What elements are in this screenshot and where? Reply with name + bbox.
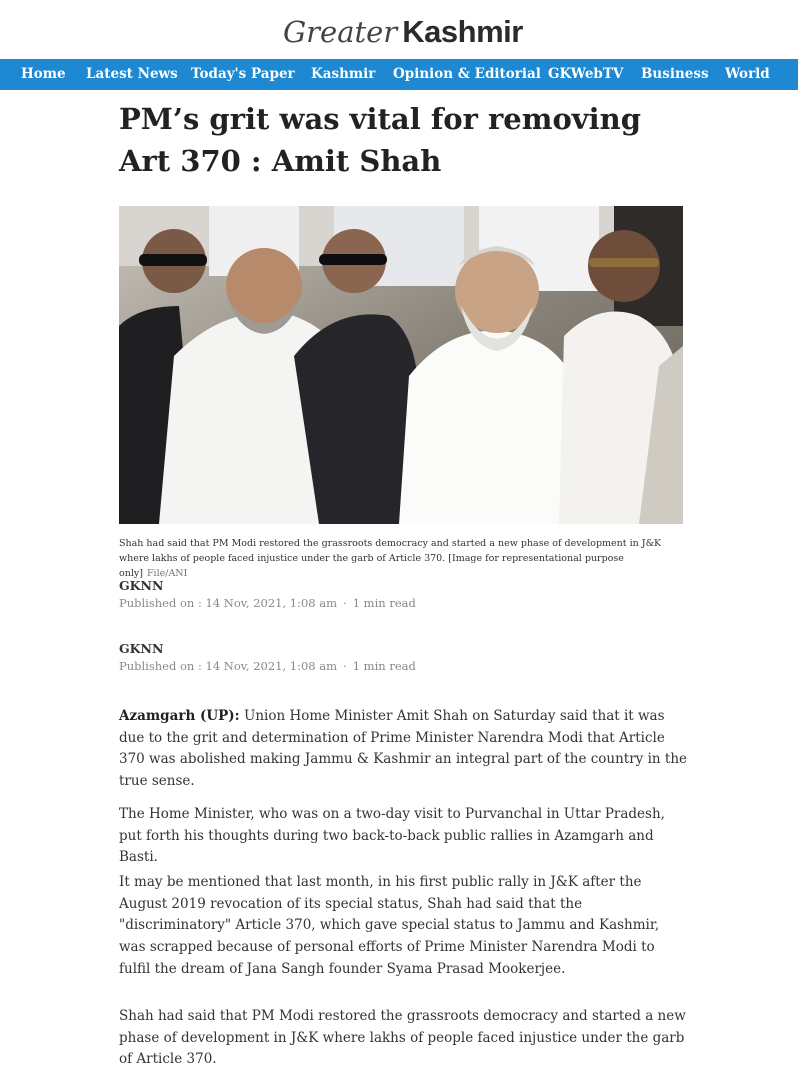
read-time: 1 min read	[352, 596, 416, 610]
caption-credit: File/ANI	[146, 568, 188, 579]
main-nav	[0, 59, 798, 90]
article-headline: PM’s grit was vital for removing Art 370 : Amit Shah	[119, 102, 642, 178]
article-paragraph: The Home Minister, who was on a two-day visit to Purvanchal in Uttar Pradesh, put forth his thoughts during two back-to-back public rallies in Azamgarh and Basti.	[119, 806, 665, 866]
byline-meta	[119, 659, 416, 673]
article-paragraph	[119, 706, 689, 793]
nav-home[interactable]: Home	[21, 66, 66, 82]
paragraph-text: Union Home Minister Amit Shah on Saturday said that it was due to the grit and determination of Prime Minister Narendra Modi that Article 370 was abolished making Jammu & Kashmir an integral part of the country in the true sense.	[119, 708, 688, 790]
byline-author[interactable]: GKNN	[119, 641, 164, 656]
photo-illustration	[119, 206, 683, 524]
published-date: Published on : 14 Nov, 2021, 1:08 am	[119, 596, 338, 610]
nav-gkwebtv[interactable]: GKWebTV	[548, 66, 624, 82]
logo-text-bold: Kashmir	[402, 14, 523, 49]
masthead	[0, 0, 798, 59]
article-paragraph: Shah had said that PM Modi restored the grassroots democracy and started a new phase of development in J&K where lakhs of people faced injustice under the garb of Article 370.	[119, 1008, 686, 1068]
article-dateline: Azamgarh (UP):	[119, 708, 240, 724]
logo-text-light: Greater	[283, 15, 398, 49]
nav-business[interactable]: Business	[641, 66, 709, 82]
meta-separator: ·	[343, 659, 347, 673]
nav-world[interactable]: World	[725, 66, 770, 82]
nav-opinion-editorial[interactable]: Opinion & Editorial	[393, 66, 541, 82]
read-time: 1 min read	[352, 659, 416, 673]
byline-author[interactable]: GKNN	[119, 578, 164, 593]
published-date: Published on : 14 Nov, 2021, 1:08 am	[119, 659, 338, 673]
nav-todays-paper[interactable]: Today's Paper	[191, 66, 295, 82]
image-caption	[119, 536, 683, 581]
byline-meta	[119, 596, 416, 610]
nav-kashmir[interactable]: Kashmir	[311, 66, 376, 82]
meta-separator: ·	[343, 596, 347, 610]
nav-latest-news[interactable]: Latest News	[86, 66, 178, 82]
site-logo[interactable]	[283, 14, 523, 52]
article-paragraph: It may be mentioned that last month, in his first public rally in J&K after the August 2019 revocation of its special status, Shah had said that the "discriminatory" Article 370, which gave special status to Jammu and Kashmir, was scrapped because of personal efforts of Prime Minister Narendra Modi to fulfil the dream of Jana Sangh founder Syama Prasad Mookerjee.	[119, 874, 660, 977]
article-lead-image	[119, 206, 683, 524]
caption-text: Shah had said that PM Modi restored the grassroots democracy and started a new phase of development in J&K where lakhs of people faced injustice under the garb of Article 370. [Image for representational purpose only]	[119, 538, 662, 579]
